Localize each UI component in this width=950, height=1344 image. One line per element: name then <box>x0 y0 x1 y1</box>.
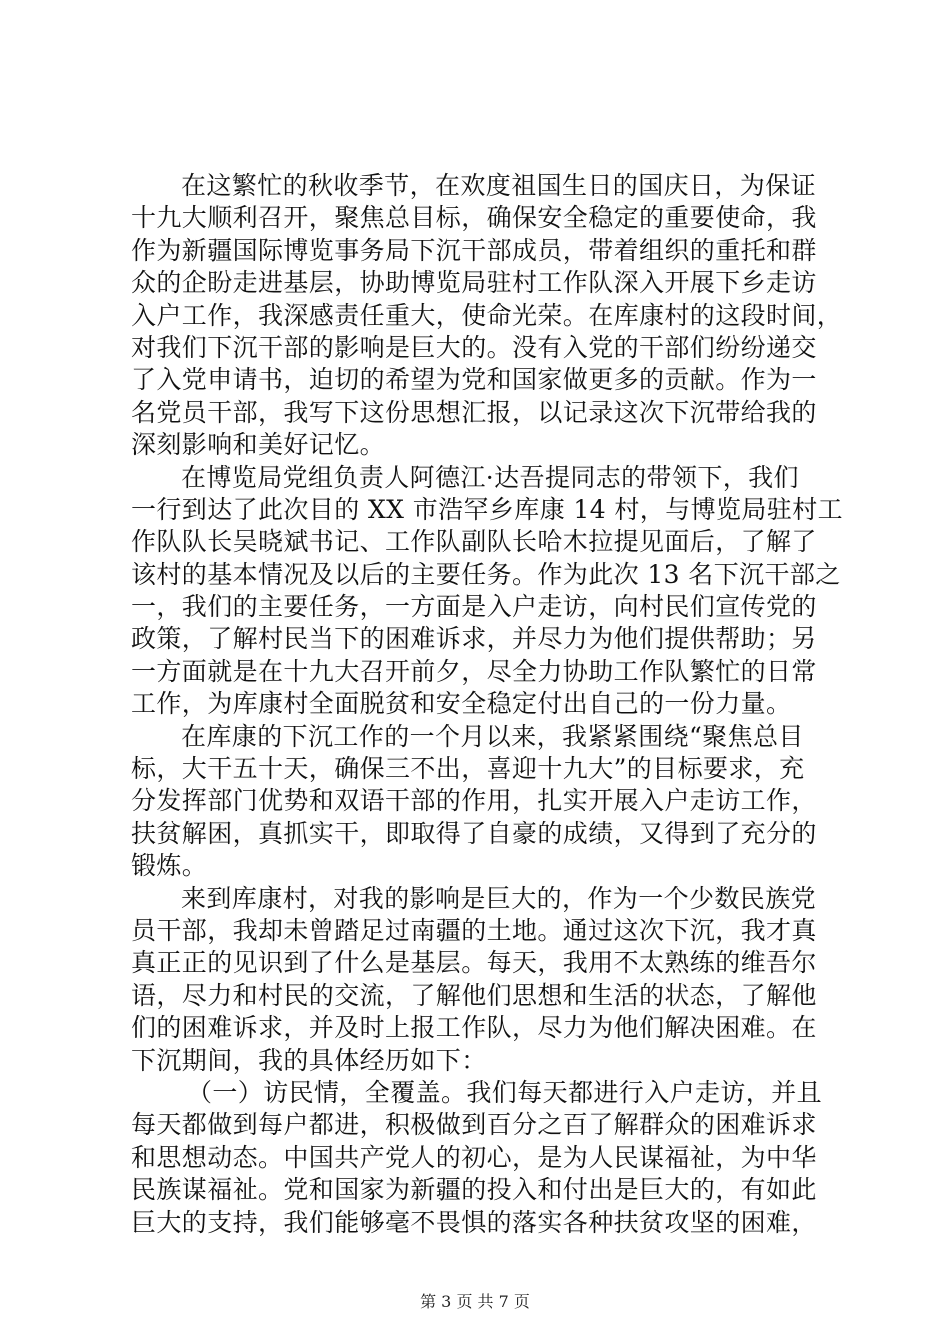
text-line: 一方面就是在十九大召开前夕，尽全力协助工作队繁忙的日常 <box>131 656 817 686</box>
text-line: 了入党申请书，迫切的希望为党和国家做更多的贡献。作为一 <box>131 365 817 395</box>
text-line: 在这繁忙的秋收季节，在欢度祖国生日的国庆日，为保证 <box>181 171 817 200</box>
text-line: 巨大的支持，我们能够毫不畏惧的落实各种扶贫攻坚的困难， <box>131 1207 817 1237</box>
text-line: 标，大干五十天，确保三不出，喜迎十九大”的目标要求，充 <box>131 754 805 784</box>
text-line: 锻炼。 <box>131 851 208 881</box>
text-line: 十九大顺利召开，聚焦总目标，确保安全稳定的重要使命，我 <box>131 203 817 233</box>
text-line: 工作，为库康村全面脱贫和安全稳定付出自己的一份力量。 <box>131 689 792 719</box>
text-line: 众的企盼走进基层，协助博览局驻村工作队深入开展下乡走访 <box>131 268 817 298</box>
text-line: 作队队长吴晓斌书记、工作队副队长哈木拉提见面后，了解了 <box>131 527 817 557</box>
text-line: 作为新疆国际博览事务局下沉干部成员，带着组织的重托和群 <box>131 235 817 265</box>
text-line: 语，尽力和村民的交流，了解他们思想和生活的状态，了解他 <box>131 980 817 1010</box>
text-line: （一）访民情，全覆盖。我们每天都进行入户走访，并且 <box>187 1077 823 1107</box>
page-number-label: 第 3 页 共 7 页 <box>420 1292 530 1311</box>
text-line: 分发挥部门优势和双语干部的作用，扎实开展入户走访工作， <box>131 786 817 816</box>
text-line: 该村的基本情况及以后的主要任务。作为此次 13 名下沉干部之 <box>131 559 841 589</box>
text-line: 来到库康村，对我的影响是巨大的，作为一个少数民族党 <box>181 883 817 913</box>
text-line: 下沉期间，我的具体经历如下： <box>131 1045 487 1075</box>
text-line: 名党员干部，我写下这份思想汇报，以记录这次下沉带给我的 <box>131 397 817 427</box>
text-line: 一，我们的主要任务，一方面是入户走访，向村民们宣传党的 <box>131 592 817 622</box>
text-line: 对我们下沉干部的影响是巨大的。没有入党的干部们纷纷递交 <box>131 332 817 362</box>
text-line: 扶贫解困，真抓实干，即取得了自豪的成绩，又得到了充分的 <box>131 818 817 848</box>
text-line: 在博览局党组负责人阿德江·达吾提同志的带领下，我们 <box>181 462 799 492</box>
text-line: 每天都做到每户都进，积极做到百分之百了解群众的困难诉求 <box>131 1110 817 1140</box>
text-line: 们的困难诉求，并及时上报工作队，尽力为他们解决困难。在 <box>131 1013 817 1043</box>
text-line: 政策，了解村民当下的困难诉求，并尽力为他们提供帮助；另 <box>131 624 817 654</box>
page-footer <box>0 1292 950 1312</box>
text-line: 民族谋福祉。党和国家为新疆的投入和付出是巨大的，有如此 <box>131 1175 817 1205</box>
text-line: 入户工作，我深感责任重大，使命光荣。在库康村的这段时间， <box>131 300 843 330</box>
text-line: 真正正的见识到了什么是基层。每天，我用不太熟练的维吾尔 <box>131 948 817 978</box>
text-line: 一行到达了此次目的 XX 市浩罕乡库康 14 村，与博览局驻村工 <box>131 494 843 524</box>
body-text <box>131 170 843 1239</box>
text-line: 深刻影响和美好记忆。 <box>131 430 386 460</box>
text-line: 和思想动态。中国共产党人的初心，是为人民谋福祉，为中华 <box>131 1142 817 1172</box>
text-line: 在库康的下沉工作的一个月以来，我紧紧围绕“聚焦总目 <box>181 721 804 751</box>
text-line: 员干部，我却未曾踏足过南疆的土地。通过这次下沉，我才真 <box>131 915 817 945</box>
